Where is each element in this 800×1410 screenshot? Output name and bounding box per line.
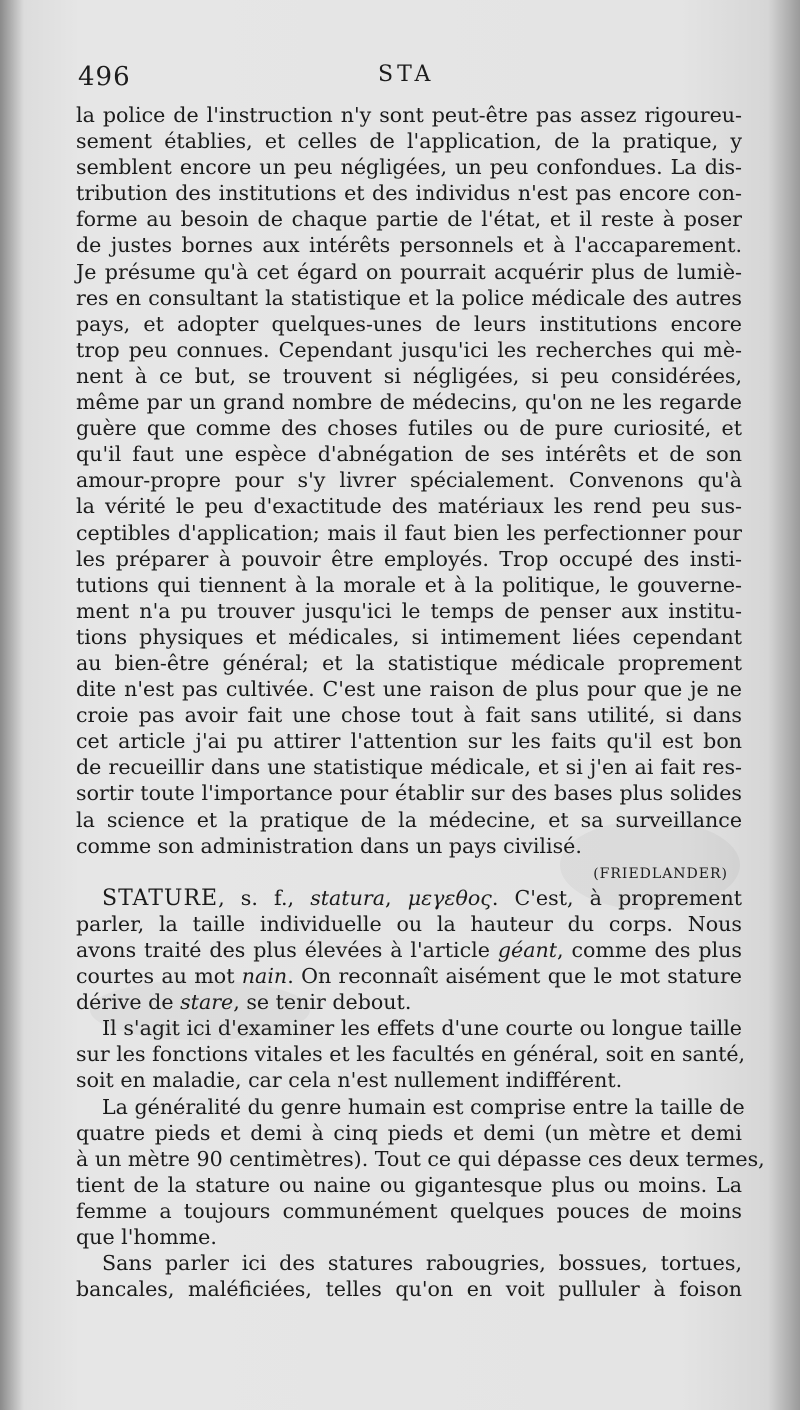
- text-line: que l'homme.: [76, 1225, 217, 1250]
- text-segment: dérive de: [76, 990, 181, 1015]
- text-line: parler, la taille individuelle ou la hauteur du corps. Nous: [76, 911, 742, 936]
- text-line: les préparer à pouvoir être employés. Trop occupé des insti-: [76, 546, 742, 571]
- text-line: de recueillir dans une statistique médicale, et si j'en ai fait res-: [76, 755, 742, 780]
- text-line: pays, et adopter quelques-unes de leurs institutions encore: [76, 311, 742, 336]
- text-line: au bien-être général; et la statistique médicale proprement: [76, 650, 742, 675]
- text-line: soit en maladie, car cela n'est nullement indifférent.: [76, 1068, 623, 1093]
- author-signature: (FRIEDLANDER): [593, 865, 728, 882]
- italic-term: stare: [180, 990, 234, 1015]
- text-line: tions physiques et médicales, si intimement liées cependant: [76, 624, 742, 649]
- entry-latin: statura: [310, 885, 385, 910]
- text-line: à un mètre 90 centimètres). Tout ce qui dépasse ces deux termes,: [76, 1146, 765, 1171]
- text-line: ment n'a pu trouver jusqu'ici le temps de penser aux institu-: [76, 598, 742, 623]
- text-line: tient de la stature ou naine ou gigantesque plus ou moins. La: [76, 1172, 742, 1197]
- text-line: amour-propre pour s'y livrer spécialement. Convenons qu'à: [76, 468, 742, 493]
- text-line: croie pas avoir fait une chose tout à fait sans utilité, si dans: [76, 703, 742, 728]
- text-line: [76, 989, 742, 1015]
- text-line: sement établies, et celles de l'application, de la pratique, y: [76, 129, 742, 154]
- text-line: la science et la pratique de la médecine, et sa surveillance: [76, 807, 742, 832]
- text-line: même par un grand nombre de médecins, qu'on ne les regarde: [76, 390, 742, 415]
- text-line: ceptibles d'application; mais il faut bien les perfectionner pour: [76, 520, 742, 545]
- text-line: sur les fonctions vitales et les facultés en général, soit en santé,: [76, 1042, 746, 1067]
- text-line: [76, 963, 742, 989]
- text-line: [76, 937, 742, 963]
- entry-headword: STATURE: [102, 885, 219, 911]
- text-line: la police de l'instruction n'y sont peut-être pas assez rigoureu-: [76, 103, 742, 127]
- text-line: dite n'est pas cultivée. C'est une raison de plus pour que je ne: [76, 677, 742, 702]
- text-line: Il s'agit ici d'examiner les effets d'une courte ou longue taille: [102, 1016, 742, 1041]
- entry-grammar: , s. f.,: [218, 885, 311, 910]
- text-line: comme son administration dans un pays civilisé.: [76, 833, 582, 858]
- text-line: guère que comme des choses futiles ou de pure curiosité, et: [76, 416, 742, 441]
- entry-greek: μεγεθος: [407, 885, 492, 910]
- text-line: qu'il faut une espèce d'abnégation de ses intérêts et de son: [76, 442, 742, 467]
- text-segment: , se tenir debout.: [233, 990, 412, 1015]
- italic-term: nain: [241, 964, 288, 989]
- text-line: nent à ce but, se trouvent si négligées, si peu considérées,: [76, 363, 742, 388]
- running-head: STA: [378, 62, 435, 87]
- text-line: tribution des institutions et des individus n'est pas encore con-: [76, 181, 742, 206]
- entry-line-rest: . C'est, à proprement: [491, 885, 742, 910]
- text-line: femme a toujours communément quelques pouces de moins: [76, 1198, 742, 1223]
- entry-separator: ,: [384, 885, 408, 910]
- text-segment: . On reconnaît aisément que le mot stature: [287, 964, 742, 989]
- body-text: [76, 102, 765, 1302]
- text-line: Sans parler ici des statures rabougries, bossues, tortues,: [102, 1251, 742, 1276]
- page-number: 496: [78, 62, 131, 92]
- text-line: tutions qui tiennent à la morale et à la politique, le gouverne-: [76, 572, 742, 597]
- italic-term: géant: [497, 938, 558, 962]
- text-line: sortir toute l'importance pour établir sur des bases plus solides: [76, 781, 742, 806]
- text-segment: avons traité des plus élevées à l'article: [76, 938, 498, 962]
- text-line: La généralité du genre humain est comprise entre la taille de: [102, 1094, 745, 1119]
- text-line: de justes bornes aux intérêts personnels et à l'accaparement.: [76, 233, 742, 258]
- text-line: bancales, maléficiées, telles qu'on en voit pulluler à foison: [76, 1277, 742, 1302]
- text-line: res en consultant la statistique et la police médicale des autres: [76, 285, 742, 310]
- page-header: [78, 62, 742, 94]
- text-line: la vérité le peu d'exactitude des matériaux les rend peu sus-: [76, 494, 742, 519]
- text-line: semblent encore un peu négligées, un peu confondues. La dis-: [76, 155, 742, 180]
- text-line: cet article j'ai pu attirer l'attention sur les faits qu'il est bon: [76, 729, 742, 754]
- text-line: forme au besoin de chaque partie de l'état, et il reste à poser: [76, 207, 742, 232]
- text-line: quatre pieds et demi à cinq pieds et demi (un mètre et demi: [76, 1120, 742, 1145]
- text-line: trop peu connues. Cependant jusqu'ici les recherches qui mè-: [76, 337, 742, 362]
- text-line: Je présume qu'à cet égard on pourrait acquérir plus de lumiè-: [76, 259, 742, 284]
- text-segment: courtes au mot: [76, 964, 242, 989]
- entry-first-line: [76, 885, 742, 911]
- text-segment: , comme des plus: [557, 938, 742, 962]
